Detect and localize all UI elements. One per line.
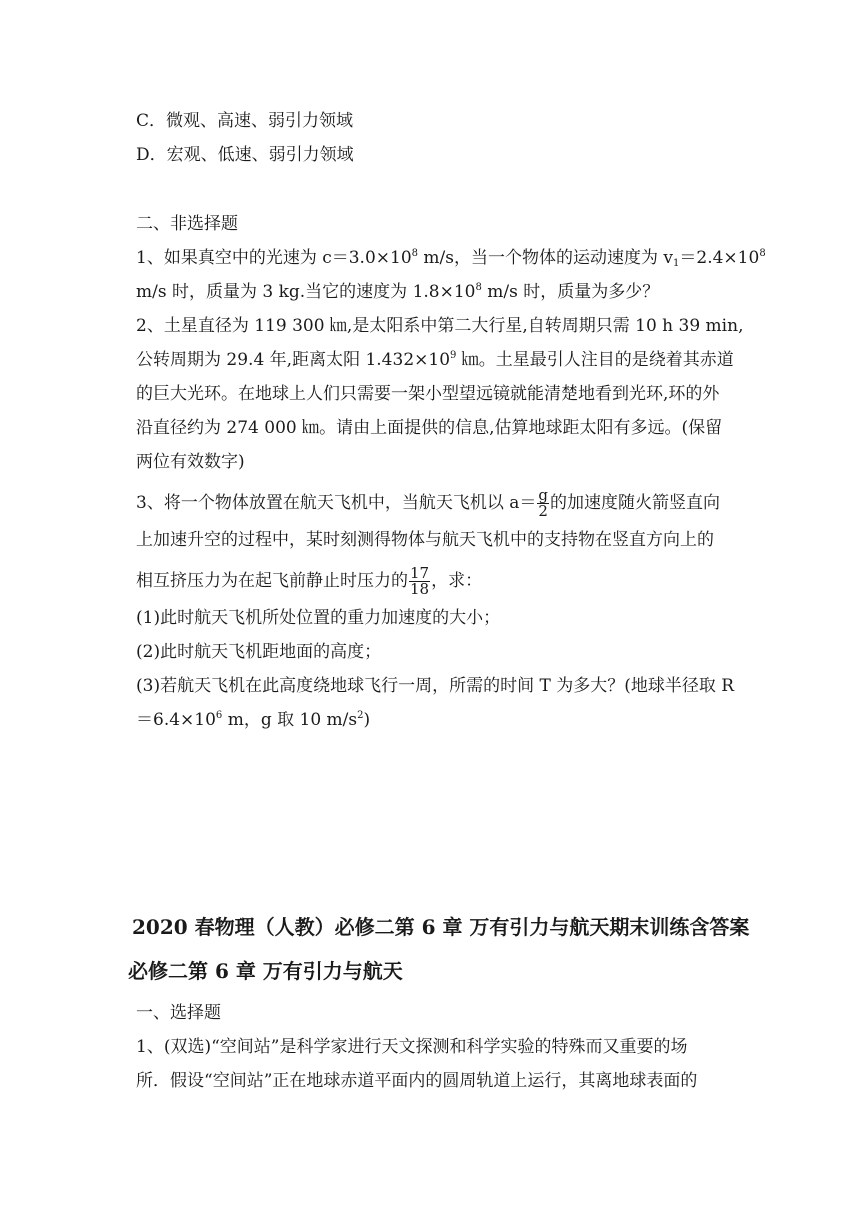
- q3-part-1: (1)此时航天飞机所处位置的重力加速度的大小；: [136, 608, 501, 628]
- section-heading-nonchoice: 二、非选择题: [136, 214, 238, 234]
- q2-line-3: 的巨大光环。在地球上人们只需要一架小型望远镜就能清楚地看到光环,环的外: [136, 384, 720, 404]
- q1-line-2: m/s 时，质量为 3 kg.当它的速度为 $1.8\times 10^8$ m/s 时，质量为多少？: [136, 282, 660, 302]
- q3-part-3: (3)若航天飞机在此高度绕地球飞行一周，所需的时间 T 为多大？(地球半径取 R: [136, 676, 735, 696]
- choice-q1-line-1: 1、(双选)“空间站”是科学家进行天文探测和科学实验的特殊而又重要的场: [136, 1037, 688, 1057]
- q3-part-2: (2)此时航天飞机距地面的高度；: [136, 642, 382, 662]
- q3-part-3-cont: $=6.4\times 10^6$ m，g 取 10 $m/s^2$): [136, 710, 371, 730]
- q3-line-3: 相互挤压力为在起飞前静止时压力的 $\frac{17}{18}$ ，求：: [136, 564, 483, 598]
- q3-line-1: 3、将一个物体放置在航天飞机中，当航天飞机以 a＝ $\frac{g}{2}$ 的加速度随火箭竖直向: [136, 486, 720, 520]
- q2-line-4: 沿直径约为 274 000 ㎞。请由上面提供的信息,估算地球距太阳有多远。(保留: [136, 418, 723, 438]
- document-title: 2020 春物理（人教）必修二第 6 章 万有引力与航天期末训练含答案: [132, 915, 750, 939]
- chapter-subtitle: 必修二第 6 章 万有引力与航天: [128, 959, 403, 983]
- q2-line-2: 公转周期为 29.4 年,距离太阳 $1.432\times 10^9$ ㎞。土星最引人注目的是绕着其赤道: [136, 350, 734, 370]
- fraction-g-over-2: $\frac{g}{2}$: [538, 486, 548, 520]
- fraction-17-over-18: $\frac{17}{18}$: [410, 564, 430, 598]
- option-c: C．微观、高速、弱引力领域: [136, 111, 354, 131]
- q3-line-2: 上加速升空的过程中，某时刻测得物体与航天飞机中的支持物在竖直方向上的: [136, 530, 714, 550]
- q1-line-1: 1、如果真空中的光速为 $c=3.0\times 10^8$ m/s，当一个物体的运动速度为 $v_1=2.4\times 10^8$: [136, 248, 766, 269]
- section-heading-choice: 一、选择题: [136, 1003, 221, 1023]
- q2-line-5: 两位有效数字): [136, 452, 245, 472]
- q2-line-1: 2、土星直径为 119 300 ㎞,是太阳系中第二大行星,自转周期只需 10 h 39 min,: [136, 316, 744, 336]
- choice-q1-line-2: 所．假设“空间站”正在地球赤道平面内的圆周轨道上运行，其离地球表面的: [136, 1071, 698, 1091]
- option-d: D．宏观、低速、弱引力领域: [136, 145, 354, 165]
